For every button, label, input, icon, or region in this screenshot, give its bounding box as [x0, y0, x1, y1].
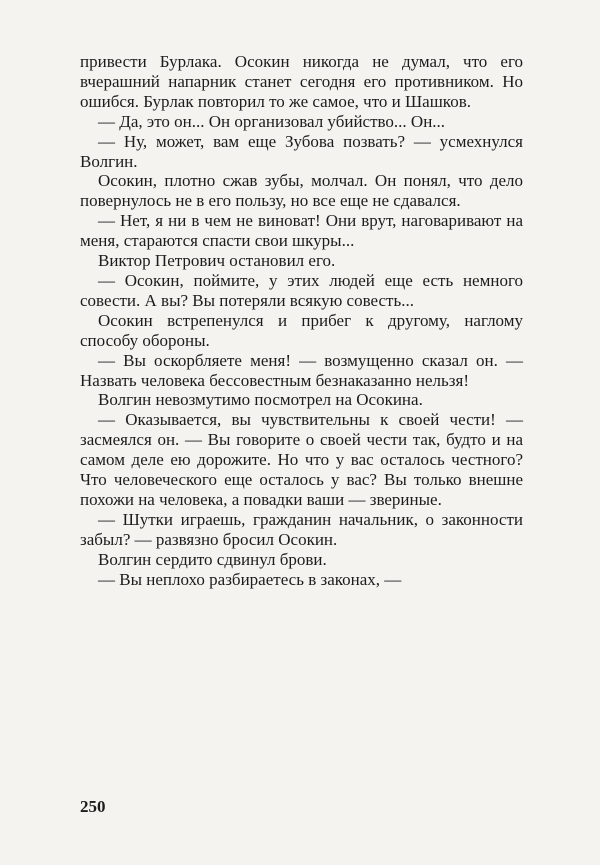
- paragraph: Осокин, плотно сжав зубы, молчал. Он понял, что дело повернулось не в его пользу, но все еще не сдавался.: [80, 171, 523, 211]
- paragraph: — Вы оскорбляете меня! — возмущенно сказал он. — Назвать человека бессовестным безнаказанно нельзя!: [80, 350, 523, 390]
- paragraph: Волгин сердито сдвинул брови.: [98, 549, 327, 569]
- paragraph: — Шутки играешь, гражданин начальник, о законности забыл? — развязно бросил Осокин.: [80, 509, 523, 549]
- page-number: 250: [80, 797, 106, 816]
- paragraph: — Нет, я ни в чем не виноват! Они врут, наговаривают на меня, стараются спасти свои шкуры...: [80, 211, 523, 251]
- paragraph: привести Бурлака. Осокин никогда не думал, что его вчерашний напарник станет сегодня его противником. Но ошибся. Бурлак повторил то же самое, что и Шашков.: [80, 52, 523, 111]
- paragraph: Волгин невозмутимо посмотрел на Осокина.: [98, 390, 423, 410]
- paragraph: Осокин встрепенулся и прибег к другому, наглому способу обороны.: [80, 310, 523, 350]
- page-text: [80, 52, 523, 589]
- paragraph: — Да, это он... Он организовал убийство... Он...: [98, 111, 446, 131]
- paragraph: — Ну, может, вам еще Зубова позвать? — усмехнулся Волгин.: [80, 131, 523, 171]
- paragraph: — Оказывается, вы чувствительны к своей чести! — засмеялся он. — Вы говорите о своей чести так, будто и на самом деле ею дорожите. Но что у вас осталось честного? Что человеческого еще осталось у вас? Вы только внешне похожи на человека, а повадки ваши — звериные.: [80, 410, 523, 509]
- paragraph: Виктор Петрович остановил его.: [98, 251, 336, 271]
- paragraph: — Вы неплохо разбираетесь в законах, —: [98, 569, 402, 589]
- paragraph: — Осокин, поймите, у этих людей еще есть немного совести. А вы? Вы потеряли всякую совесть...: [80, 270, 523, 310]
